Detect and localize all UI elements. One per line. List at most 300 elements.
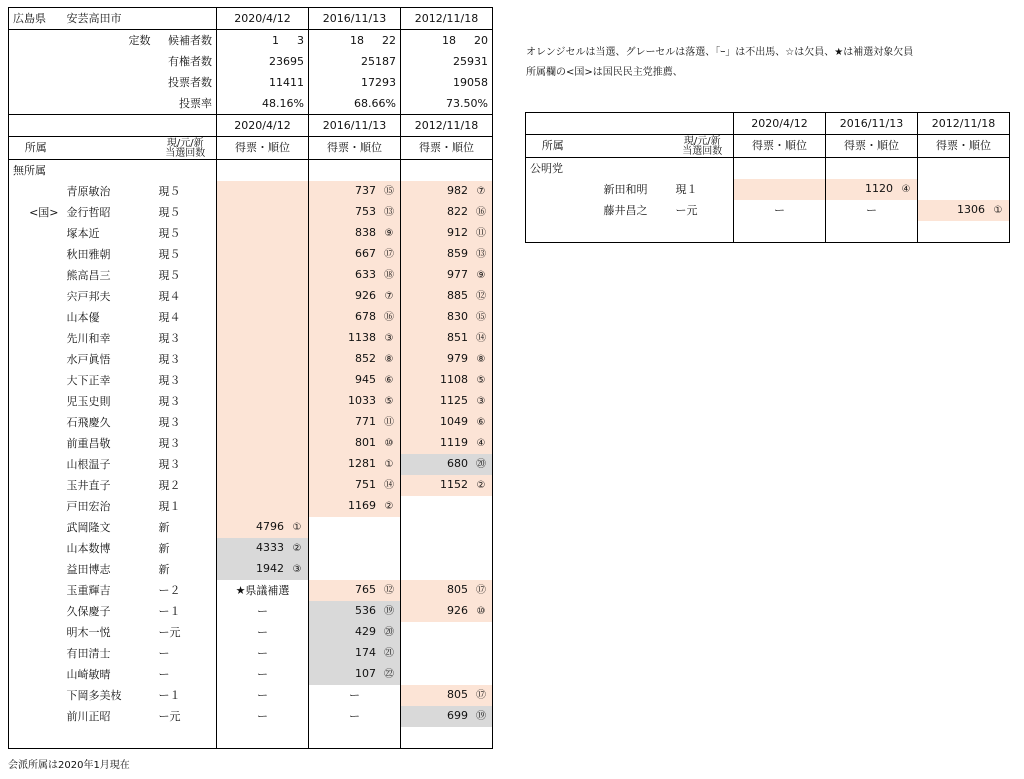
vote-count: 1152 bbox=[440, 478, 468, 491]
candidate-row bbox=[9, 517, 493, 538]
candidate-status: 現１ bbox=[158, 499, 181, 513]
rank-mark: ⑪ bbox=[384, 417, 394, 428]
vote-count: 801 bbox=[355, 436, 376, 449]
vote-count: 751 bbox=[355, 478, 376, 491]
vote-cell bbox=[217, 307, 309, 328]
vote-cell bbox=[401, 223, 493, 244]
candidate-name: 青原敏治 bbox=[66, 184, 111, 198]
vote-cell bbox=[918, 200, 1010, 221]
vote-cell bbox=[217, 685, 309, 706]
candidate-row bbox=[9, 223, 493, 244]
candidate-name: 玉重輝吉 bbox=[66, 583, 111, 597]
candidate-name: 石飛慶久 bbox=[66, 415, 111, 429]
vote-cell bbox=[217, 244, 309, 265]
candidate-row bbox=[9, 412, 493, 433]
stats-value-a: 1 bbox=[272, 33, 279, 47]
stats-value-b: 22 bbox=[382, 33, 396, 47]
vote-cell bbox=[217, 517, 309, 538]
rank-mark: ⑥ bbox=[476, 417, 486, 428]
blank-cell bbox=[918, 221, 1010, 243]
vote-count: 680 bbox=[447, 457, 468, 470]
stats-label-1 bbox=[63, 72, 155, 93]
vote-cell bbox=[401, 454, 493, 475]
vote-cell bbox=[309, 265, 401, 286]
vote-rank-header: 得票・順位 bbox=[734, 135, 826, 158]
candidate-name: 先川和幸 bbox=[66, 331, 111, 345]
candidate-name: 戸田宏治 bbox=[66, 499, 111, 513]
blank-cell bbox=[9, 115, 63, 137]
candidate-status: 新 bbox=[158, 520, 170, 534]
candidate-row bbox=[9, 181, 493, 202]
stats-value-b: 19058 bbox=[453, 75, 488, 89]
date-header-2016: 2016/11/13 bbox=[309, 8, 401, 30]
vote-cell bbox=[401, 475, 493, 496]
vote-cell bbox=[309, 307, 401, 328]
blank-cell bbox=[401, 727, 493, 749]
candidate-status: ー１ bbox=[158, 688, 181, 702]
vote-count: 1138 bbox=[348, 331, 376, 344]
stats-blank bbox=[9, 51, 63, 72]
rank-mark: ⑳ bbox=[476, 459, 486, 470]
rank-mark: ⑧ bbox=[476, 354, 486, 365]
blank-cell bbox=[580, 113, 672, 135]
rank-mark: ⑭ bbox=[476, 333, 486, 344]
vote-cell bbox=[217, 475, 309, 496]
vote-count: 1049 bbox=[440, 415, 468, 428]
date-header: 2016/11/13 bbox=[309, 115, 401, 137]
candidate-status: 現３ bbox=[158, 457, 181, 471]
vote-cell bbox=[309, 412, 401, 433]
stats-row bbox=[9, 51, 493, 72]
vote-cell bbox=[309, 328, 401, 349]
vote-cell bbox=[401, 433, 493, 454]
blank-cell bbox=[217, 727, 309, 749]
candidate-row bbox=[9, 706, 493, 727]
candidate-row bbox=[9, 622, 493, 643]
stats-value bbox=[401, 93, 493, 115]
vote-cell bbox=[401, 307, 493, 328]
vote-cell bbox=[217, 496, 309, 517]
vote-count: 945 bbox=[355, 373, 376, 386]
affiliation-tag bbox=[9, 433, 63, 454]
stats-label-1 bbox=[63, 51, 155, 72]
stats-label-2: 投票率 bbox=[155, 93, 217, 115]
stats-value-a: 18 bbox=[350, 33, 364, 47]
affiliation-tag bbox=[9, 286, 63, 307]
vote-count: 851 bbox=[447, 331, 468, 344]
rank-mark: ② bbox=[292, 543, 302, 554]
rank-mark: ⑯ bbox=[384, 312, 394, 323]
candidate-row bbox=[526, 179, 1010, 200]
stats-value bbox=[401, 72, 493, 93]
stats-value bbox=[309, 72, 401, 93]
rank-mark: ⑲ bbox=[476, 711, 486, 722]
vote-count: 699 bbox=[447, 709, 468, 722]
vote-count: ー bbox=[257, 625, 268, 639]
vote-count: 1306 bbox=[957, 203, 985, 216]
vote-cell bbox=[309, 580, 401, 601]
vote-count: 852 bbox=[355, 352, 376, 365]
candidate-row bbox=[9, 601, 493, 622]
candidate-status: 現５ bbox=[158, 226, 181, 240]
candidate-name: 久保慶子 bbox=[66, 604, 111, 618]
vote-cell bbox=[918, 179, 1010, 200]
blank-cell bbox=[526, 200, 580, 221]
vote-cell bbox=[217, 349, 309, 370]
candidate-status: 現５ bbox=[158, 205, 181, 219]
vote-cell bbox=[401, 181, 493, 202]
legend-line-2: 所属欄の<国>は国民民主党推薦、 bbox=[526, 67, 683, 78]
vote-cell bbox=[401, 265, 493, 286]
candidate-row bbox=[9, 664, 493, 685]
vote-cell bbox=[309, 181, 401, 202]
vote-rank-header: 得票・順位 bbox=[401, 137, 493, 160]
date-header: 2020/4/12 bbox=[734, 113, 826, 135]
candidate-name: 児玉史則 bbox=[66, 394, 111, 408]
date-header: 2012/11/18 bbox=[918, 113, 1010, 135]
rank-mark: ⑨ bbox=[384, 228, 394, 239]
candidate-status: ー１ bbox=[158, 604, 181, 618]
stats-blank bbox=[9, 72, 63, 93]
vote-cell bbox=[734, 200, 826, 221]
blank-cell bbox=[63, 115, 155, 137]
vote-rank-header: 得票・順位 bbox=[918, 135, 1010, 158]
candidate-status: ー元 bbox=[158, 709, 181, 723]
vote-cell bbox=[309, 496, 401, 517]
vote-count: ー bbox=[774, 203, 785, 217]
vote-cell bbox=[401, 202, 493, 223]
candidate-status: 現４ bbox=[158, 310, 181, 324]
candidate-row bbox=[9, 685, 493, 706]
blank-cell bbox=[580, 158, 672, 180]
group-label: 無所属 bbox=[9, 160, 63, 182]
candidate-name: 水戸眞悟 bbox=[66, 352, 111, 366]
blank-cell bbox=[672, 113, 734, 135]
vote-count: 633 bbox=[355, 268, 376, 281]
blank-cell bbox=[155, 727, 217, 749]
vote-cell bbox=[401, 517, 493, 538]
blank-cell bbox=[155, 160, 217, 182]
rank-mark: ⑮ bbox=[476, 312, 486, 323]
rank-mark: ⑨ bbox=[476, 270, 486, 281]
rank-mark: ⑰ bbox=[476, 585, 486, 596]
vote-count: 1281 bbox=[348, 457, 376, 470]
rank-mark: ⑫ bbox=[384, 585, 394, 596]
rank-mark: ① bbox=[292, 522, 302, 533]
vote-count: 885 bbox=[447, 289, 468, 302]
rank-mark: ① bbox=[384, 459, 394, 470]
side-group-row bbox=[526, 158, 1010, 180]
date-row-2 bbox=[9, 115, 493, 137]
affiliation-header: 所属 bbox=[526, 135, 580, 158]
vote-cell bbox=[309, 601, 401, 622]
vote-cell bbox=[401, 349, 493, 370]
vote-cell bbox=[401, 559, 493, 580]
rank-mark: ④ bbox=[476, 438, 486, 449]
vote-cell bbox=[309, 685, 401, 706]
candidate-row bbox=[526, 200, 1010, 221]
candidate-row bbox=[9, 580, 493, 601]
rank-mark: ⑧ bbox=[384, 354, 394, 365]
candidate-row bbox=[9, 559, 493, 580]
status-header bbox=[155, 137, 217, 160]
rank-mark: ⑭ bbox=[384, 480, 394, 491]
vote-cell bbox=[217, 622, 309, 643]
vote-rank-header: 得票・順位 bbox=[309, 137, 401, 160]
candidate-status: ー bbox=[158, 646, 170, 660]
affiliation-tag bbox=[9, 181, 63, 202]
affiliation-header: 所属 bbox=[9, 137, 63, 160]
rank-mark: ㉒ bbox=[384, 669, 394, 680]
stats-value-b: 48.16% bbox=[262, 96, 304, 110]
candidate-status: 現５ bbox=[158, 268, 181, 282]
candidate-name: 玉井直子 bbox=[66, 478, 111, 492]
stats-value bbox=[217, 30, 309, 52]
vote-count: 979 bbox=[447, 352, 468, 365]
vote-cell bbox=[401, 496, 493, 517]
affiliation-tag bbox=[9, 412, 63, 433]
status-header bbox=[672, 135, 734, 158]
vote-cell bbox=[217, 538, 309, 559]
candidate-status: 現５ bbox=[158, 184, 181, 198]
vote-cell bbox=[401, 706, 493, 727]
candidate-row bbox=[9, 265, 493, 286]
vote-cell bbox=[309, 244, 401, 265]
komeito-results-table bbox=[525, 112, 1010, 243]
candidate-name: 熊高昌三 bbox=[66, 268, 111, 282]
vote-count: 753 bbox=[355, 205, 376, 218]
trailing-row bbox=[9, 727, 493, 749]
candidate-name: 有田清士 bbox=[66, 646, 111, 660]
legend-line-1: オレンジセルは当選、グレーセルは落選、「ｰ」は不出馬、☆は欠員、★は補選対象欠員 bbox=[526, 47, 914, 58]
blank-cell bbox=[526, 221, 580, 243]
stats-row bbox=[9, 93, 493, 115]
footer-note: 会派所属は2020年1月現在 bbox=[8, 760, 130, 771]
blank-cell bbox=[401, 160, 493, 182]
stats-value-b: 25187 bbox=[361, 54, 396, 68]
vote-rank-header: 得票・順位 bbox=[826, 135, 918, 158]
vote-cell bbox=[217, 286, 309, 307]
affiliation-tag bbox=[9, 538, 63, 559]
rank-mark: ⑫ bbox=[476, 291, 486, 302]
rank-mark: ⑳ bbox=[384, 627, 394, 638]
blank-cell bbox=[672, 221, 734, 243]
stats-value-b: 23695 bbox=[269, 54, 304, 68]
affiliation-tag bbox=[9, 328, 63, 349]
vote-count: 1119 bbox=[440, 436, 468, 449]
vote-cell bbox=[217, 223, 309, 244]
vote-count: 822 bbox=[447, 205, 468, 218]
vote-cell bbox=[217, 643, 309, 664]
vote-count: 1120 bbox=[865, 182, 893, 195]
blank-cell bbox=[9, 727, 63, 749]
blank-cell bbox=[672, 158, 734, 180]
stats-blank bbox=[9, 93, 63, 115]
date-header-2020: 2020/4/12 bbox=[217, 8, 309, 30]
candidate-name: 宍戸邦夫 bbox=[66, 289, 111, 303]
vote-cell bbox=[217, 559, 309, 580]
vote-cell bbox=[401, 580, 493, 601]
vote-cell bbox=[401, 412, 493, 433]
status-header-bottom: 当選回数 bbox=[165, 147, 206, 159]
vote-cell bbox=[401, 685, 493, 706]
rank-mark: ④ bbox=[901, 184, 911, 195]
vote-cell bbox=[309, 370, 401, 391]
affiliation-tag bbox=[9, 517, 63, 538]
candidate-name: 前川正昭 bbox=[66, 709, 111, 723]
blank-cell bbox=[526, 179, 580, 200]
vote-count: ★県議補選 bbox=[235, 583, 290, 597]
affiliation-tag bbox=[9, 475, 63, 496]
blank-cell bbox=[918, 158, 1010, 180]
vote-cell bbox=[401, 286, 493, 307]
vote-cell bbox=[217, 328, 309, 349]
prefecture-label: 広島県 bbox=[9, 8, 63, 30]
affiliation-tag bbox=[9, 601, 63, 622]
candidate-row bbox=[9, 349, 493, 370]
vote-cell bbox=[217, 601, 309, 622]
candidate-status: 現４ bbox=[158, 289, 181, 303]
affiliation-tag bbox=[9, 685, 63, 706]
candidate-status: ー元 bbox=[675, 203, 698, 217]
stats-value-a: 18 bbox=[442, 33, 456, 47]
affiliation-tag: <国> bbox=[9, 202, 63, 223]
rank-mark: ⑮ bbox=[384, 186, 394, 197]
candidate-status: ー２ bbox=[158, 583, 181, 597]
status-header-top: 現/元/新 bbox=[683, 135, 721, 147]
vote-cell bbox=[217, 664, 309, 685]
rank-mark: ⑬ bbox=[384, 207, 394, 218]
candidate-name: 下岡多美枝 bbox=[66, 688, 122, 702]
vote-count: ー bbox=[349, 709, 360, 723]
vote-cell bbox=[309, 223, 401, 244]
vote-count: 1169 bbox=[348, 499, 376, 512]
vote-count: 4333 bbox=[256, 541, 284, 554]
vote-cell bbox=[217, 706, 309, 727]
vote-count: 838 bbox=[355, 226, 376, 239]
vote-count: ー bbox=[349, 688, 360, 702]
rank-mark: ③ bbox=[292, 564, 302, 575]
vote-count: 771 bbox=[355, 415, 376, 428]
rank-mark: ① bbox=[993, 205, 1003, 216]
vote-count: 1108 bbox=[440, 373, 468, 386]
vote-count: 1033 bbox=[348, 394, 376, 407]
candidate-row bbox=[9, 370, 493, 391]
vote-count: 174 bbox=[355, 646, 376, 659]
candidate-status: 新 bbox=[158, 541, 170, 555]
stats-blank bbox=[9, 30, 63, 52]
blank-cell bbox=[526, 113, 580, 135]
candidate-status: 現３ bbox=[158, 436, 181, 450]
affiliation-tag bbox=[9, 496, 63, 517]
candidate-status: ー bbox=[158, 667, 170, 681]
affiliation-tag bbox=[9, 265, 63, 286]
candidate-name: 明木一悦 bbox=[66, 625, 111, 639]
vote-cell bbox=[309, 664, 401, 685]
candidate-name: 山根温子 bbox=[66, 457, 111, 471]
rank-mark: ⑦ bbox=[476, 186, 486, 197]
stats-label-2: 有権者数 bbox=[168, 54, 212, 68]
vote-count: 536 bbox=[355, 604, 376, 617]
vote-count: 4796 bbox=[256, 520, 284, 533]
group-label: 公明党 bbox=[526, 158, 580, 180]
candidate-row bbox=[9, 475, 493, 496]
candidate-name: 山崎敏晴 bbox=[66, 667, 111, 681]
vote-cell bbox=[217, 580, 309, 601]
side-column-header-row bbox=[526, 135, 1010, 158]
candidate-row bbox=[9, 328, 493, 349]
candidate-name: 金行哲昭 bbox=[66, 205, 111, 219]
stats-value-b: 68.66% bbox=[354, 96, 396, 110]
vote-cell bbox=[826, 200, 918, 221]
vote-rank-header: 得票・順位 bbox=[217, 137, 309, 160]
blank-cell bbox=[155, 115, 217, 137]
vote-count: ー bbox=[257, 667, 268, 681]
vote-count: 926 bbox=[447, 604, 468, 617]
candidate-row bbox=[9, 496, 493, 517]
vote-cell bbox=[217, 370, 309, 391]
vote-cell bbox=[217, 433, 309, 454]
vote-cell bbox=[401, 538, 493, 559]
stats-value-b: 73.50% bbox=[446, 96, 488, 110]
affiliation-tag bbox=[9, 307, 63, 328]
affiliation-tag bbox=[9, 454, 63, 475]
candidate-row bbox=[9, 643, 493, 664]
stats-value bbox=[401, 51, 493, 72]
candidate-status: 新 bbox=[158, 562, 170, 576]
vote-cell bbox=[401, 391, 493, 412]
stats-label-2: 投票者数 bbox=[168, 75, 212, 89]
vote-cell bbox=[217, 391, 309, 412]
vote-cell bbox=[309, 286, 401, 307]
vote-count: 107 bbox=[355, 667, 376, 680]
election-results-table bbox=[8, 7, 493, 749]
rank-mark: ⑲ bbox=[384, 606, 394, 617]
candidate-name: 山本数博 bbox=[66, 541, 111, 555]
affiliation-tag bbox=[9, 244, 63, 265]
vote-count: 805 bbox=[447, 688, 468, 701]
vote-count: 982 bbox=[447, 184, 468, 197]
candidate-row bbox=[9, 433, 493, 454]
vote-count: 737 bbox=[355, 184, 376, 197]
vote-count: ー bbox=[257, 604, 268, 618]
rank-mark: ③ bbox=[384, 333, 394, 344]
candidate-status: 現３ bbox=[158, 331, 181, 345]
vote-cell bbox=[401, 601, 493, 622]
vote-cell bbox=[217, 454, 309, 475]
affiliation-tag bbox=[9, 223, 63, 244]
status-header-bottom: 当選回数 bbox=[682, 145, 723, 157]
stats-value bbox=[309, 51, 401, 72]
candidate-status: 現５ bbox=[158, 247, 181, 261]
candidate-status: 現３ bbox=[158, 394, 181, 408]
title-row bbox=[9, 8, 493, 30]
rank-mark: ⑤ bbox=[476, 375, 486, 386]
vote-cell bbox=[217, 412, 309, 433]
stats-label-1 bbox=[63, 93, 155, 115]
vote-cell bbox=[309, 391, 401, 412]
affiliation-tag bbox=[9, 664, 63, 685]
candidate-row bbox=[9, 244, 493, 265]
status-header-top: 現/元/新 bbox=[166, 137, 204, 149]
vote-count: 912 bbox=[447, 226, 468, 239]
vote-count: 859 bbox=[447, 247, 468, 260]
affiliation-tag bbox=[9, 706, 63, 727]
candidate-row bbox=[9, 202, 493, 223]
vote-cell bbox=[401, 328, 493, 349]
affiliation-tag bbox=[9, 559, 63, 580]
candidate-name: 山本優 bbox=[66, 310, 100, 324]
